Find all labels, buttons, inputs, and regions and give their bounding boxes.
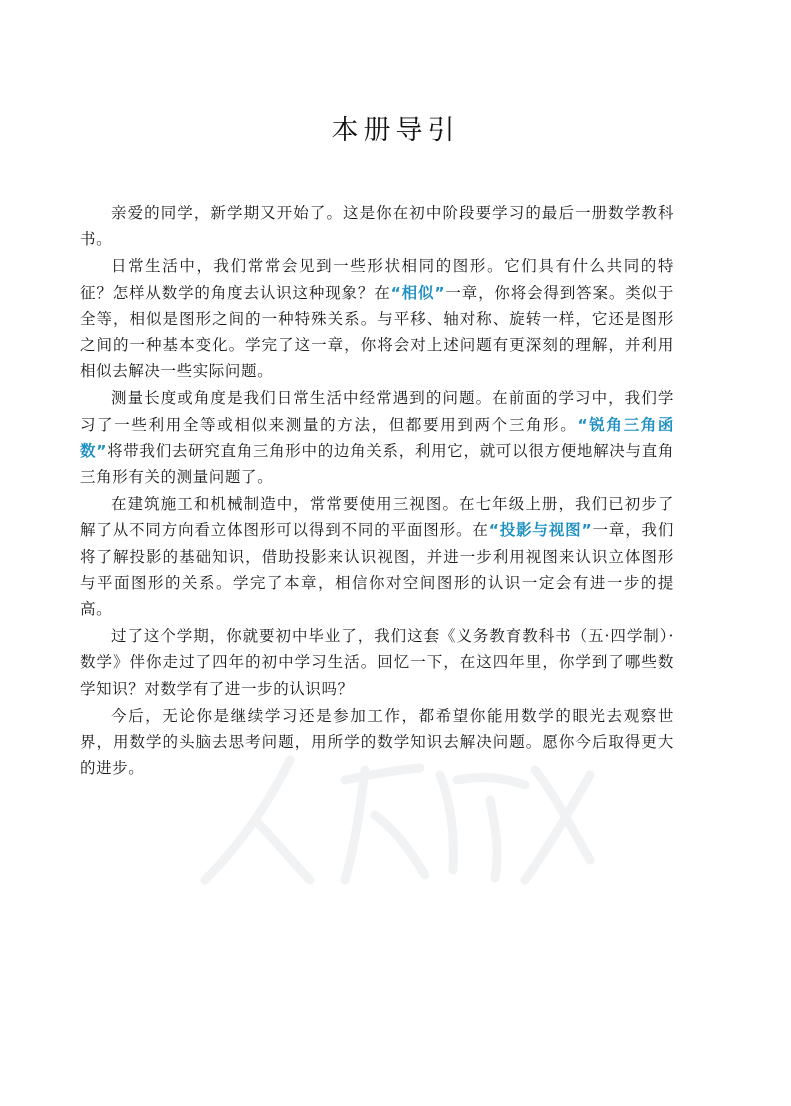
paragraph-text: 将带我们去研究直角三角形中的边角关系，利用它，就可以很方便地解决与直角三角形有关的测量问题了。 <box>80 441 674 487</box>
body-text <box>80 200 674 782</box>
paragraph-text: 在建筑施工和机械制造中，常常要使用三视图。在七年级上册，我们已初步了解了从不同方向看立体图形可以得到不同的平面图形。在 <box>80 495 674 540</box>
chapter-highlight: “相似” <box>390 283 446 302</box>
paragraph-text: 日常生活中，我们常常会见到一些形状相同的图形。它们具有什么共同的特征？怎样从数学的角度去认识这种现象？在 <box>80 257 674 302</box>
paragraph <box>80 200 674 252</box>
paragraph <box>80 385 674 490</box>
paragraph-text: 过了这个学期，你就要初中毕业了，我们这套《义务教育教科书（五·四学制）·数学》伴你走过了四年的初中学习生活。回忆一下，在这四年里，你学到了哪些数学知识？对数学有了进一步的认识吗？ <box>80 627 674 698</box>
publisher-calligraphy-watermark-icon <box>195 740 615 890</box>
paragraph-text: 一章，你将会得到答案。类似于全等，相似是图形之间的一种特殊关系。与平移、轴对称、旋转一样，它还是图形之间的一种基本变化。学完了这一章，你将会对上述问题有更深刻的理解，并利用相似去解决一些实际问题。 <box>80 283 675 381</box>
paragraph-text: 今后，无论你是继续学习还是参加工作，都希望你能用数学的眼光去观察世界，用数学的头脑去思考问题，用所学的数学知识去解决问题。愿你今后取得更大的进步。 <box>80 706 674 778</box>
paragraph <box>80 623 674 702</box>
paragraph-text: 测量长度或角度是我们日常生活中经常遇到的问题。在前面的学习中，我们学习了一些利用全等或相似来测量的方法，但都要用到两个三角形。 <box>80 389 674 434</box>
chapter-highlight: “锐角三角函数” <box>80 415 674 460</box>
paragraph-text: 亲爱的同学，新学期又开始了。这是你在初中阶段要学习的最后一册数学教科书。 <box>80 204 674 249</box>
paragraph <box>80 253 674 384</box>
paragraph-text: 一章，我们将了解投影的基础知识，借助投影来认识视图，并进一步利用视图来认识立体图形与平面图形的关系。学完了本章，相信你对空间图形的认识一定会有进一步的提高。 <box>80 521 674 619</box>
chapter-highlight: “投影与视图” <box>488 521 593 540</box>
paragraph <box>80 491 674 622</box>
page-title: 本册导引 <box>331 115 460 146</box>
